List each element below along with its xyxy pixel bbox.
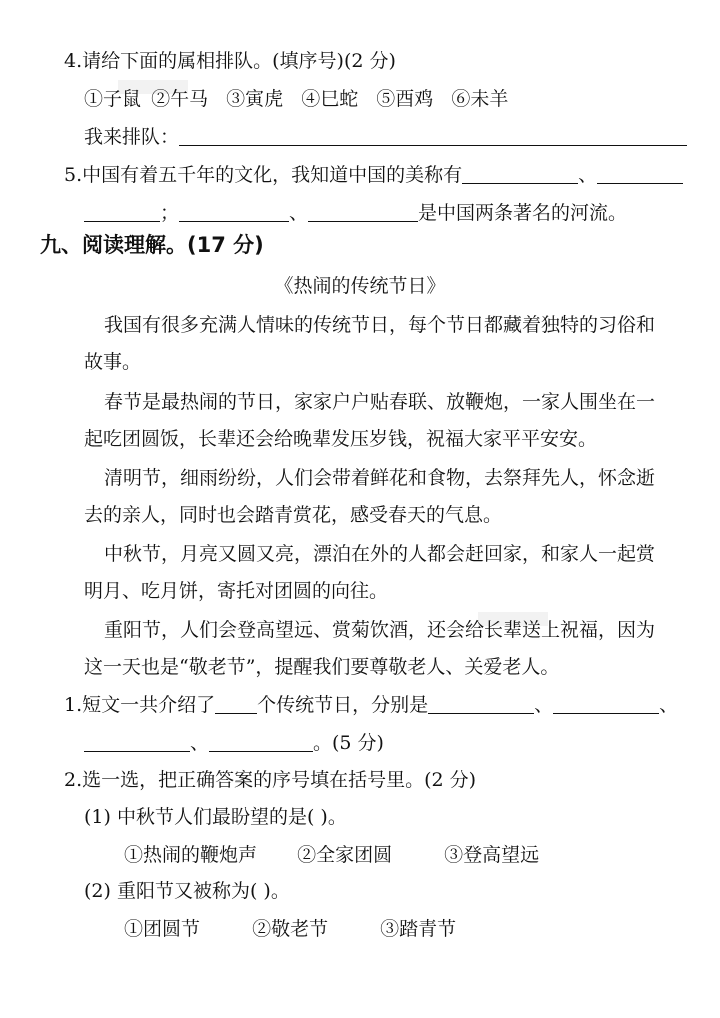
rq1-comma: 、 [534,694,554,716]
q5-line-1 [64,162,683,188]
rq2-sub1-options [124,842,539,868]
passage-line: 故事。 [84,351,142,373]
q4-option: ②午马 [151,88,209,110]
answer-blank[interactable] [308,203,418,222]
rq1-comma: 、 [659,694,679,716]
answer-blank[interactable] [84,733,190,752]
q4-answer-label: 我来排队： [84,126,180,148]
rq2-sub1-label: (1) 中秋节人们最盼望的是( )。 [84,806,347,828]
q5-text: 5.中国有着五千年的文化，我知道中国的美称有 [64,164,463,186]
answer-blank[interactable] [179,127,687,146]
passage-line: 我国有很多充满人情味的传统节日，每个节日都藏着独特的习俗和 [104,314,656,336]
choice-option[interactable]: ①热闹的鞭炮声 [124,844,258,866]
rq2-prompt: 2.选一选，把正确答案的序号填在括号里。(2 分) [64,769,477,791]
q5-comma: 、 [578,164,598,186]
q4-option: ①子鼠 [84,88,142,110]
q4-prompt: 4.请给下面的属相排队。(填序号)(2 分) [64,50,396,72]
q5-line-2 [84,200,627,226]
answer-blank[interactable] [84,203,160,222]
answer-blank[interactable] [462,165,578,184]
rq1-line-1 [64,692,678,718]
rq1-score: 。(5 分) [313,732,384,754]
q4-option: ④巳蛇 [301,88,359,110]
q4-option: ③寅虎 [226,88,284,110]
answer-blank[interactable] [215,695,257,714]
reading-title: 《热闹的传统节日》 [274,275,446,297]
passage-line: 清明节，细雨纷纷，人们会带着鲜花和食物，去祭拜先人，怀念逝 [104,467,656,489]
q5-tail: 是中国两条著名的河流。 [418,202,628,224]
choice-option[interactable]: ③踏青节 [380,918,457,940]
q4-option: ⑥未羊 [451,88,509,110]
q4-answer-line [84,124,687,150]
answer-blank[interactable] [553,695,659,714]
rq1-text: 1.短文一共介绍了 [64,694,216,716]
passage-line: 重阳节，人们会登高望远、赏菊饮酒，还会给长辈送上祝福，因为 [104,619,656,641]
passage-line: 这一天也是“敬老节”，提醒我们要尊敬老人、关爱老人。 [84,656,560,678]
rq2-sub2-label: (2) 重阳节又被称为( )。 [84,880,290,902]
q4-option: ⑤酉鸡 [376,88,434,110]
passage-line: 春节是最热闹的节日，家家户户贴春联、放鞭炮，一家人围坐在一 [104,391,656,413]
q5-comma: 、 [289,202,309,224]
choice-option[interactable]: ②敬老节 [252,918,329,940]
answer-blank[interactable] [179,203,289,222]
rq2-sub2-options [124,916,456,942]
answer-blank[interactable] [428,695,534,714]
rq1-line-2 [84,730,384,756]
passage-line: 去的亲人，同时也会踏青赏花，感受春天的气息。 [84,504,503,526]
rq1-comma: 、 [190,732,210,754]
answer-blank[interactable] [209,733,313,752]
q4-options [84,86,508,112]
rq1-text: 个传统节日，分别是 [257,694,429,716]
choice-option[interactable]: ①团圆节 [124,918,201,940]
passage-line: 起吃团圆饭，长辈还会给晚辈发压岁钱，祝福大家平平安安。 [84,428,598,450]
section-title: 九、阅读理解。(17 分) [40,233,264,257]
passage-line: 明月、吃月饼，寄托对团圆的向往。 [84,580,389,602]
choice-option[interactable]: ②全家团圆 [297,844,393,866]
answer-blank[interactable] [597,165,683,184]
passage-line: 中秋节，月亮又圆又亮，漂泊在外的人都会赶回家，和家人一起赏 [104,543,656,565]
choice-option[interactable]: ③登高望远 [444,844,540,866]
q5-semicolon: ； [160,202,180,224]
